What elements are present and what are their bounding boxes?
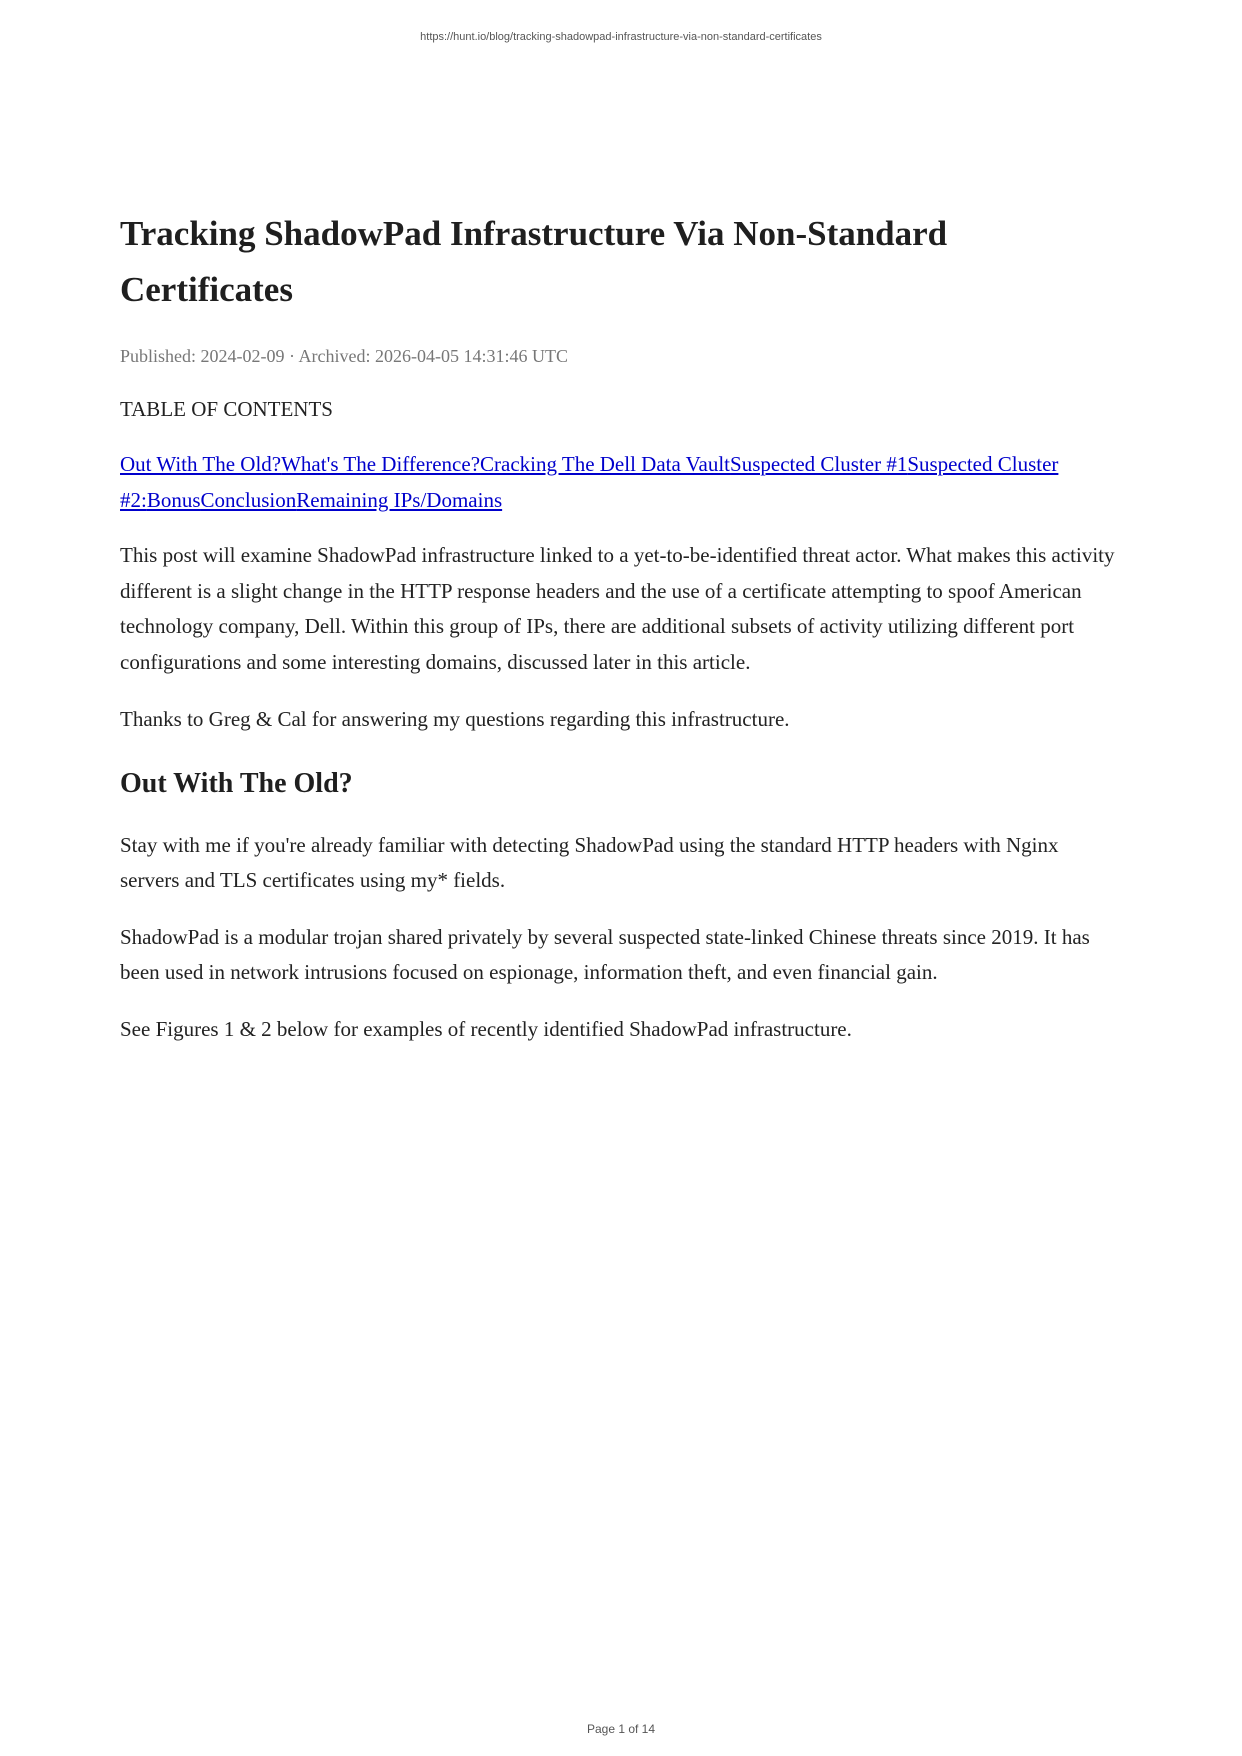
article-meta: Published: 2024-02-09 · Archived: 2026-04-05 14:31:46 UTC	[120, 346, 568, 366]
article-content	[120, 206, 1120, 1047]
toc-link-bonus[interactable]: Bonus	[146, 488, 201, 512]
toc-link-suspected-cluster-1[interactable]: Suspected Cluster #1	[730, 452, 908, 476]
thanks-paragraph: Thanks to Greg & Cal for answering my questions regarding this infrastructure.	[120, 707, 790, 731]
toc-link-whats-the-difference[interactable]: What's The Difference?	[281, 452, 481, 476]
toc-link-remaining-ips-domains[interactable]: Remaining IPs/Domains	[296, 488, 503, 512]
section-paragraph: ShadowPad is a modular trojan shared privately by several suspected state-linked Chinese threats since 2019. It has been used in network intrusions focused on espionage, information theft, and even financial gain.	[120, 924, 1090, 984]
article-title: Tracking ShadowPad Infrastructure Via Non-Standard Certificates	[120, 214, 948, 309]
intro-paragraph: This post will examine ShadowPad infrastructure linked to a yet-to-be-identified threat actor. What makes this activity different is a slight change in the HTTP response headers and the use of a certificate attempting to spoof American technology company, Dell. Within this group of IPs, there are additional subsets of activity utilizing different port configurations and some interesting domains, discussed later in this article.	[120, 543, 1115, 674]
toc-link-cracking-dell-data-vault[interactable]: Cracking The Dell Data Vault	[480, 452, 731, 476]
toc-link-suspected-cluster-2[interactable]: Suspected Cluster #2:	[120, 452, 1059, 512]
section-heading-out-with-the-old: Out With The Old?	[120, 767, 353, 799]
toc-link-conclusion[interactable]: Conclusion	[200, 488, 297, 512]
section-paragraph: See Figures 1 & 2 below for examples of recently identified ShadowPad infrastructure.	[120, 1016, 852, 1041]
page-url-header: https://hunt.io/blog/tracking-shadowpad-infrastructure-via-non-standard-certificates	[420, 31, 822, 43]
table-of-contents	[120, 446, 1120, 518]
toc-link-out-with-the-old[interactable]: Out With The Old?	[120, 452, 282, 476]
toc-heading: TABLE OF CONTENTS	[120, 397, 333, 421]
page-number-footer: Page 1 of 14	[586, 1722, 656, 1736]
section-paragraph: Stay with me if you're already familiar with detecting ShadowPad using the standard HTTP headers with Nginx servers and TLS certificates using my* fields.	[120, 832, 1059, 892]
